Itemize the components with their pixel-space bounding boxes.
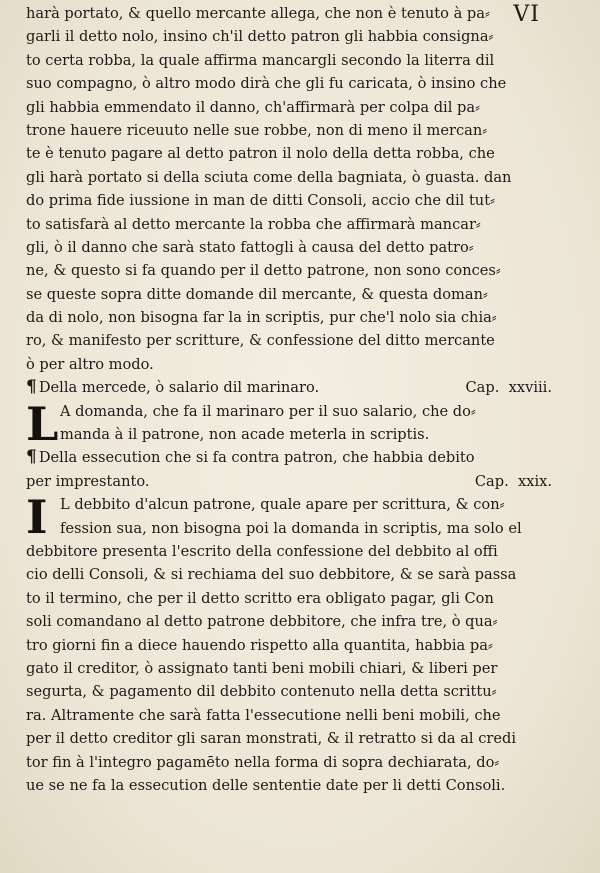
drop-cap-initial: L: [26, 396, 59, 451]
text-line: ne, & questo si fa quando per il detto patrone, non sono conces⸗: [26, 262, 501, 280]
chapter-heading: [26, 470, 556, 493]
text-line: to satisfarà al detto mercante la robba che affirmarà mancar⸗: [26, 215, 481, 233]
text-line: segurta, & pagamento dil debbito contenuto nella detta scrittu⸗: [26, 683, 497, 701]
text-line: A domanda, che fa il marinaro per il suo salario, che do⸗: [60, 402, 476, 420]
text-line: gato il creditor, ò assignato tanti beni mobili chiari, & liberi per: [26, 659, 498, 677]
text-line: manda à il patrone, non acade meterla in scriptis.: [60, 426, 430, 444]
text-line: gli habbia emmendato il danno, ch'affirmarà per colpa dil pa⸗: [26, 98, 480, 116]
text-line: soli comandano al detto patrone debbitore, che infra tre, ò qua⸗: [26, 613, 498, 631]
text-line: garli il detto nolo, insino ch'il detto patron gli habbia consigna⸗: [26, 28, 494, 46]
paragraph-continuation: [26, 2, 556, 376]
text-line: debbitore presenta l'escrito della confessione del debbito al offi: [26, 542, 498, 560]
text-line: do prima fide iussione in man de ditti Consoli, accio che dil tut⸗: [26, 192, 495, 210]
chapter-title-continued: per imprestanto.: [26, 472, 150, 490]
text-line: gli, ò il danno che sarà stato fattogli à causa del detto patro⸗: [26, 238, 474, 256]
paragraph-chapter-29: [26, 490, 556, 797]
text-line: se queste sopra ditte domande dil mercante, & questa doman⸗: [26, 285, 488, 303]
text-line: gli harà portato si della sciuta come della bagniata, ò guasta. dan: [26, 168, 512, 186]
paragraph-chapter-28: [26, 396, 556, 451]
text-line: to certa robba, la quale affirma mancargli secondo la literra dil: [26, 51, 495, 69]
chapter-heading: [26, 376, 556, 399]
pilcrow-icon: ¶: [26, 377, 37, 398]
text-line: ue se ne fa la essecution delle sententie date per li detti Consoli.: [26, 776, 506, 794]
text-line: ra. Altramente che sarà fatta l'essecutione nelli beni mobili, che: [26, 706, 501, 724]
text-line: L debbito d'alcun patrone, quale apare per scrittura, & con⸗: [60, 496, 505, 514]
chapter-number: Cap. xxviii.: [465, 379, 552, 397]
chapter-title: ¶ Della mercede, ò salario dil marinaro.: [26, 377, 320, 398]
text-line: suo compagno, ò altro modo dirà che gli fu caricata, ò insino che: [26, 75, 507, 93]
drop-cap-initial: I: [26, 490, 48, 545]
folio-number: VI: [513, 2, 540, 27]
text-line: per il detto creditor gli saran monstrati, & il retratto si da al credi: [26, 730, 517, 748]
text-line: tro giorni fin a diece hauendo rispetto alla quantita, habbia pa⸗: [26, 636, 493, 654]
text-line: trone hauere riceuuto nelle sue robbe, non di meno il mercan⸗: [26, 121, 488, 139]
text-line: cio delli Consoli, & si rechiama del suo debbitore, & se sarà passa: [26, 566, 517, 584]
text-line: fession sua, non bisogna poi la domanda in scriptis, ma solo el: [60, 519, 522, 537]
text-line: to il termino, che per il detto scritto era obligato pagar, gli Con: [26, 589, 494, 607]
text-line: ro, & manifesto per scritture, & confessione del ditto mercante: [26, 332, 495, 350]
text-line: ò per altro modo.: [26, 355, 154, 373]
text-line: harà portato, & quello mercante allega, che non è tenuto à pa⸗: [26, 5, 490, 22]
text-line: te è tenuto pagare al detto patron il nolo della detta robba, che: [26, 145, 495, 163]
pilcrow-icon: ¶: [26, 447, 37, 468]
text-line: tor fin à l'integro pagamēto nella forma di sopra dechiarata, do⸗: [26, 753, 500, 771]
chapter-number: Cap. xxix.: [474, 472, 552, 490]
chapter-title: ¶ Della essecution che si fa contra patron, che habbia debito: [26, 447, 475, 468]
text-line: da di nolo, non bisogna far la in scriptis, pur che'l nolo sia chia⸗: [26, 309, 497, 327]
text-block: [26, 2, 556, 797]
